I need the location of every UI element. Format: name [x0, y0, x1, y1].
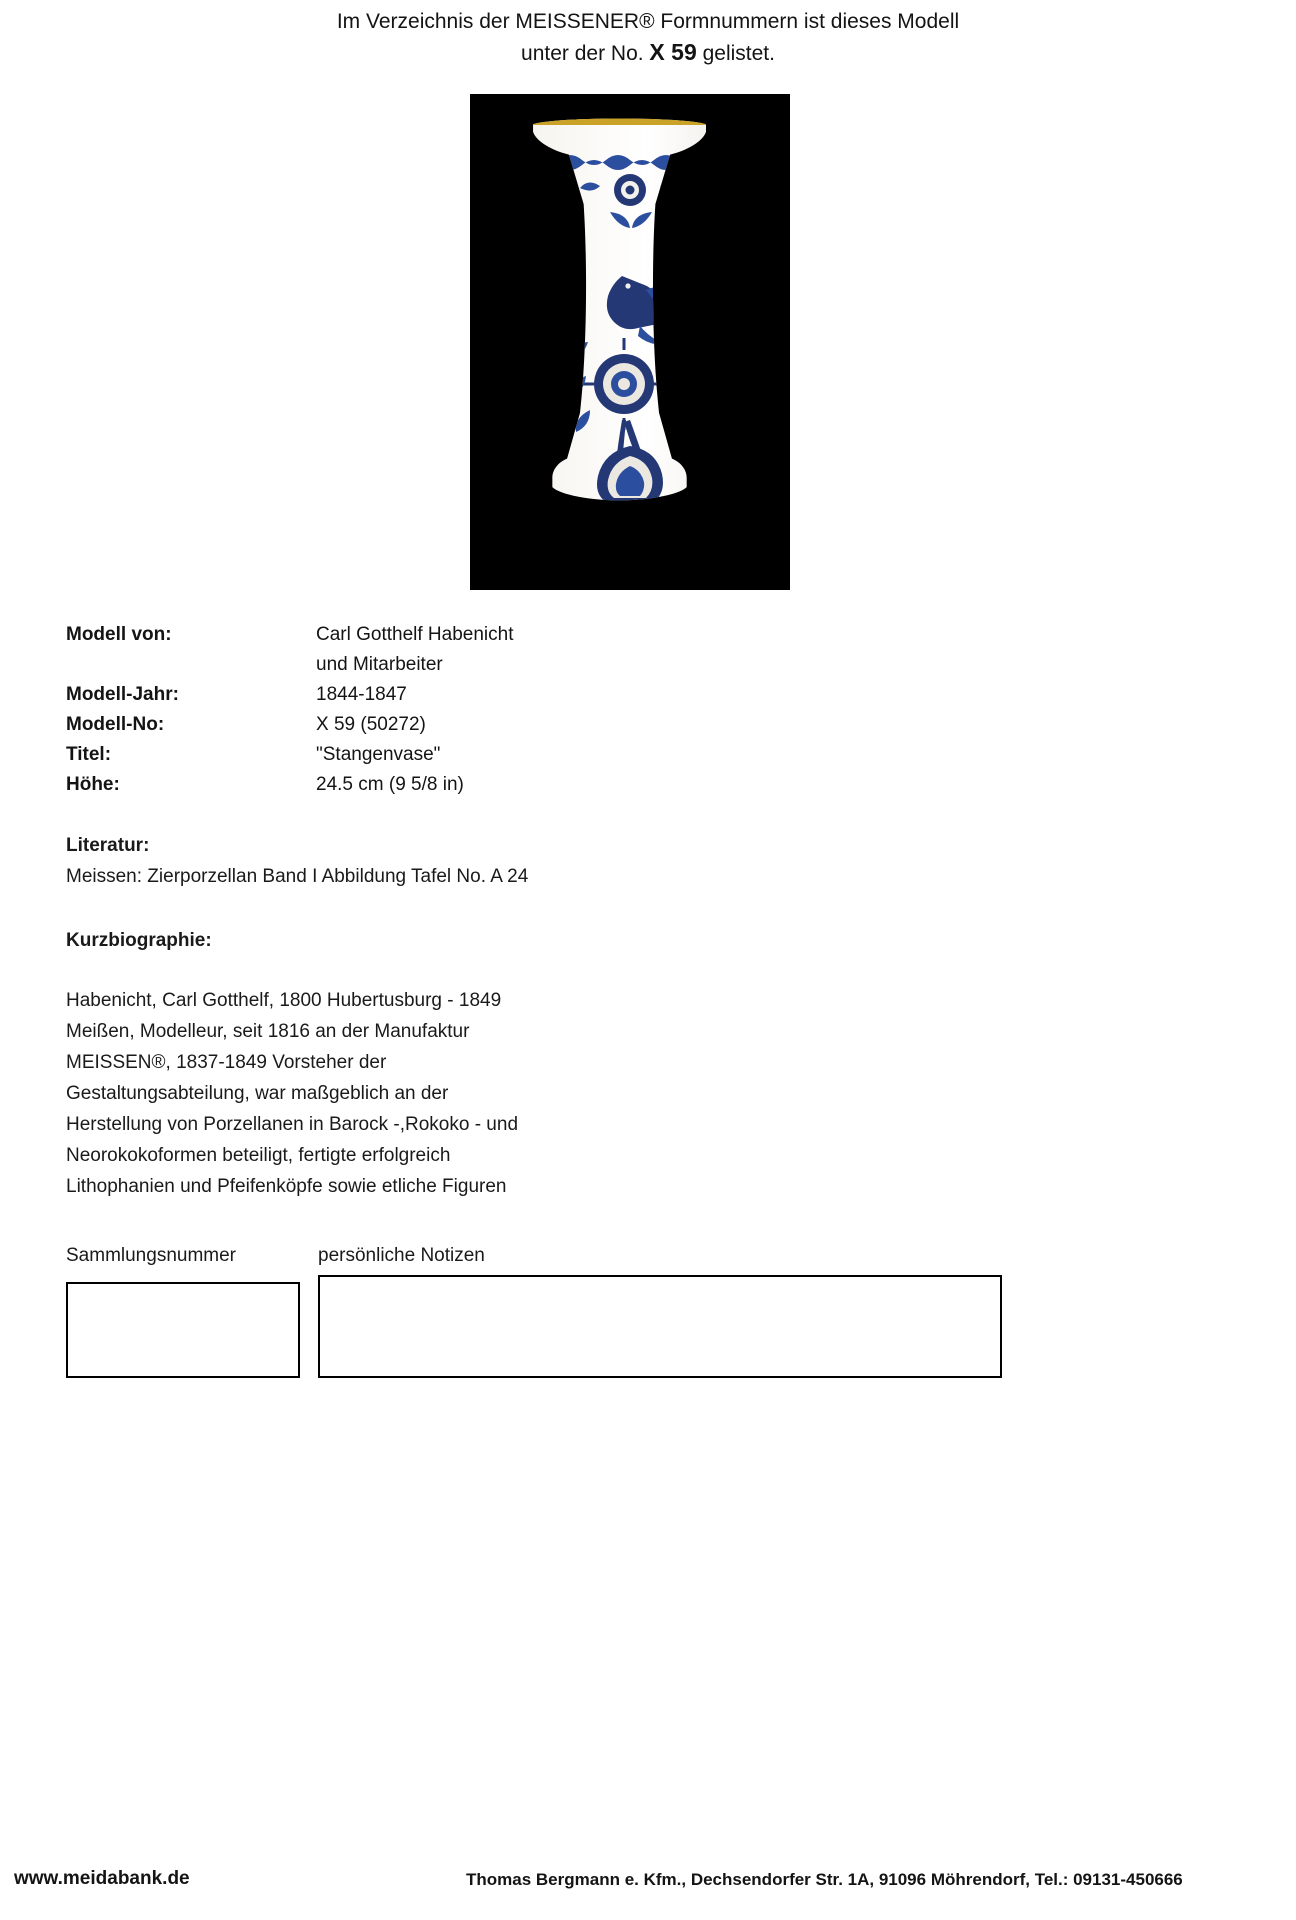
table-row [66, 680, 766, 710]
biography-line: MEISSEN®, 1837-1849 Vorsteher der [66, 1052, 387, 1073]
header-line-1: Im Verzeichnis der MEISSENER® Formnummern ist dieses Modell [336, 10, 960, 33]
biography-heading: Kurzbiographie: [66, 930, 212, 951]
spec-value-titel: "Stangenvase" [316, 744, 441, 765]
biography-text [66, 985, 786, 1202]
header-model-number: X 59 [649, 39, 697, 65]
vase-photo [470, 94, 790, 590]
literature-text: Meissen: Zierporzellan Band I Abbildung Tafel No. A 24 [66, 866, 529, 887]
table-row [66, 650, 766, 680]
biography-line: Meißen, Modelleur, seit 1816 an der Manufaktur [66, 1021, 470, 1042]
specification-table [66, 620, 766, 800]
biography-line: Lithophanien und Pfeifenköpfe sowie etliche Figuren [66, 1176, 507, 1197]
page-header [0, 6, 1296, 69]
spec-value-modell-no: X 59 (50272) [316, 714, 426, 735]
literature-section [66, 830, 966, 892]
footer-website-link[interactable]: www.meidabank.de [14, 1868, 190, 1889]
spec-value-modell-jahr: 1844-1847 [316, 684, 407, 705]
spec-label-modell-jahr: Modell-Jahr: [66, 684, 179, 705]
collection-number-label: Sammlungsnummer [66, 1245, 236, 1266]
header-line-2-suffix: gelistet. [696, 42, 775, 65]
spec-label-modell-no: Modell-No: [66, 714, 165, 735]
table-row [66, 710, 766, 740]
spec-label-hoehe: Höhe: [66, 774, 120, 795]
table-row [66, 620, 766, 650]
spec-label-modell-von: Modell von: [66, 624, 172, 645]
header-line-2-prefix: unter der No. [521, 42, 650, 65]
biography-line: Herstellung von Porzellanen in Barock -,Rokoko - und [66, 1114, 519, 1135]
spec-value-hoehe: 24.5 cm (9 5/8 in) [316, 774, 464, 795]
spec-value-modell-von-line2: und Mitarbeiter [316, 654, 443, 675]
biography-line: Gestaltungsabteilung, war maßgeblich an der [66, 1083, 449, 1104]
literature-heading: Literatur: [66, 835, 150, 856]
spec-value-modell-von: Carl Gotthelf Habenicht [316, 624, 514, 645]
footer-address: Thomas Bergmann e. Kfm., Dechsendorfer Str. 1A, 91096 Möhrendorf, Tel.: 09131-450666 [466, 1870, 1183, 1889]
biography-line: Neorokokoformen beteiligt, fertigte erfolgreich [66, 1145, 451, 1166]
table-row [66, 770, 766, 800]
collection-number-input[interactable] [66, 1282, 300, 1378]
header-line-2 [0, 37, 1296, 69]
table-row [66, 740, 766, 770]
personal-notes-label: persönliche Notizen [318, 1245, 485, 1266]
biography-line: Habenicht, Carl Gotthelf, 1800 Hubertusburg - 1849 [66, 990, 502, 1011]
personal-notes-input[interactable] [318, 1275, 1002, 1378]
vase-illustration [470, 94, 790, 590]
spec-label-titel: Titel: [66, 744, 112, 765]
